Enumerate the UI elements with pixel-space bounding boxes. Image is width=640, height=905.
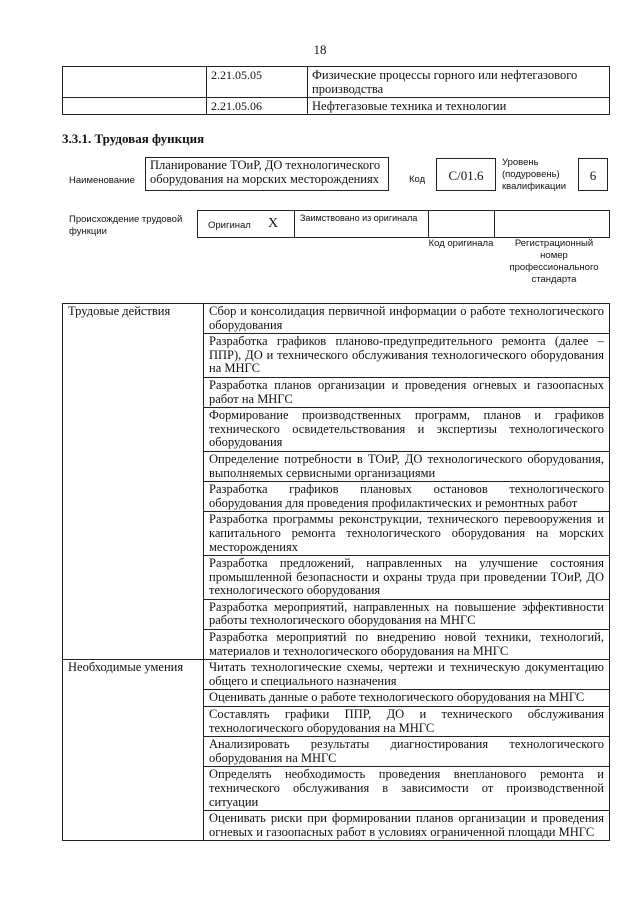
- function-name-box: Планирование ТОиР, ДО технологического оборудования на морских месторождениях: [145, 157, 389, 191]
- action-item: Разработка мероприятий по внедрению новой техники, технологий, материалов и технологического оборудования на МНГС: [204, 630, 610, 660]
- level-label: Уровень (подуровень) квалификации: [502, 157, 567, 192]
- divider: [294, 210, 295, 238]
- action-item: Формирование производственных программ, планов и графиков технического освидетельствования и экспертизы технологического оборудования: [204, 408, 610, 452]
- divider: [494, 210, 495, 238]
- code-original-caption: Код оригинала: [428, 238, 494, 249]
- table-row: [63, 304, 610, 334]
- divider: [428, 210, 429, 238]
- section-title: 3.3.1. Трудовая функция: [62, 131, 205, 146]
- skill-item: Читать технологические схемы, чертежи и техническую документацию общего и специального назначения: [204, 660, 610, 690]
- code-box: C/01.6: [436, 158, 496, 191]
- code-label: Код: [409, 174, 426, 185]
- page-number: 18: [313, 42, 327, 57]
- table-row: [63, 660, 610, 690]
- table-cell-title: Нефтегазовые техника и технологии: [308, 98, 610, 115]
- original-mark: X: [268, 216, 279, 231]
- table-cell-code: 2.21.05.05: [207, 67, 308, 98]
- function-table: [62, 303, 610, 841]
- skill-item: Оценивать данные о работе технологического оборудования на МНГС: [204, 690, 610, 707]
- top-table: [62, 66, 610, 115]
- table-row: [63, 98, 610, 115]
- action-item: Разработка предложений, направленных на улучшение состояния промышленной безопасности и охраны труда при проведении ТОиР, ДО технологического оборудования: [204, 556, 610, 600]
- action-item: Определение потребности в ТОиР, ДО технологического оборудования, выполняемых сервисными организациями: [204, 451, 610, 481]
- action-item: Разработка планов организации и проведения огневых и газоопасных работ на МНГС: [204, 377, 610, 407]
- table-cell-title: Физические процессы горного или нефтегазового производства: [308, 67, 610, 98]
- action-item: Разработка графиков планово-предупредительного ремонта (далее – ППР), ДО и технического обслуживания технологического оборудования на МНГС: [204, 334, 610, 378]
- action-item: Разработка графиков плановых остановов технологического оборудования для проведения профилактических и ремонтных работ: [204, 482, 610, 512]
- original-label: Оригинал: [208, 220, 251, 231]
- action-item: Разработка мероприятий, направленных на повышение эффективности работы технологического оборудования на МНГС: [204, 599, 610, 629]
- action-item: Разработка программы реконструкции, технического перевооружения и капитального ремонта технологического оборудования на морских месторождениях: [204, 512, 610, 556]
- category-actions: Трудовые действия: [63, 304, 204, 660]
- skill-item: Анализировать результаты диагностирования технологического оборудования на МНГС: [204, 737, 610, 767]
- skill-item: Составлять графики ППР, ДО и технического обслуживания технологического оборудования на МНГС: [204, 707, 610, 737]
- skill-item: Определять необходимость проведения внепланового ремонта и технического обслуживания в зависимости от производственной ситуации: [204, 767, 610, 811]
- borrowed-label: Заимствовано из оригинала: [300, 213, 418, 223]
- action-item: Сбор и консолидация первичной информации о работе технологического оборудования: [204, 304, 610, 334]
- category-skills: Необходимые умения: [63, 660, 204, 841]
- reg-number-caption: Регистрационный номер профессионального стандарта: [509, 238, 599, 285]
- level-box: 6: [578, 158, 608, 191]
- name-label: Наименование: [69, 175, 135, 186]
- origin-box: [197, 210, 610, 238]
- table-cell-code: 2.21.05.06: [207, 98, 308, 115]
- origin-label: Происхождение трудовой функции: [69, 214, 183, 237]
- table-row: [63, 67, 610, 98]
- skill-item: Оценивать риски при формировании планов организации и проведения огневых и газоопасных работ в условиях ограниченной площади МНГС: [204, 811, 610, 841]
